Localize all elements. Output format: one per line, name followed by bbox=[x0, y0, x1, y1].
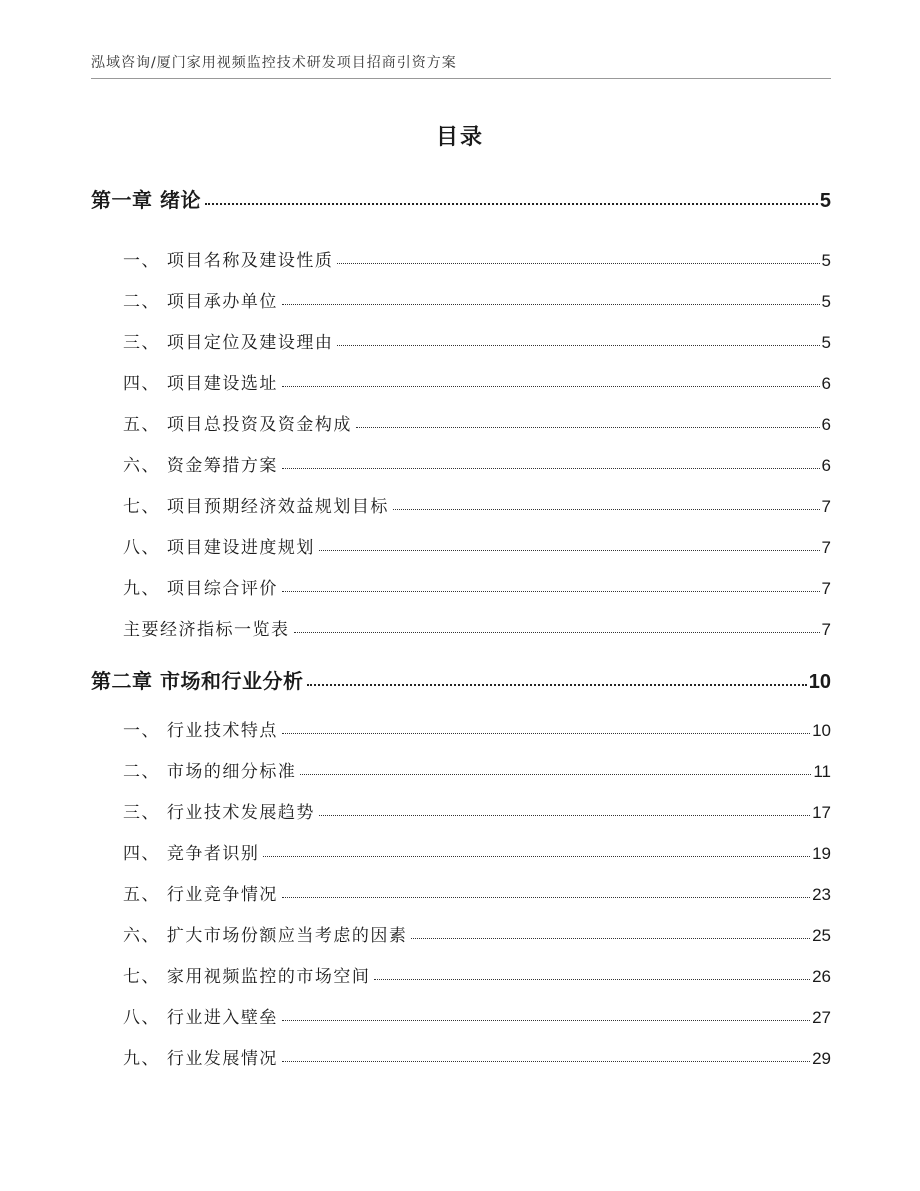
dot-leader bbox=[263, 842, 810, 859]
toc-section[interactable] bbox=[91, 246, 831, 271]
toc-entry-label: 一、 行业技术特点 bbox=[123, 721, 278, 741]
toc-section[interactable] bbox=[91, 880, 831, 905]
dot-leader bbox=[374, 965, 810, 982]
toc-page-number: 10 bbox=[808, 671, 831, 693]
toc-page-number: 5 bbox=[819, 190, 831, 212]
toc-entry-label: 五、 项目总投资及资金构成 bbox=[123, 415, 352, 435]
dot-leader bbox=[393, 495, 820, 512]
toc-title: 目录 bbox=[435, 125, 484, 150]
table-of-contents bbox=[91, 0, 831, 1191]
toc-entry-label: 第二章 市场和行业分析 bbox=[91, 669, 304, 693]
toc-page-number: 27 bbox=[812, 1008, 831, 1027]
dot-leader bbox=[282, 1047, 810, 1064]
toc-entry-label: 二、 项目承办单位 bbox=[123, 292, 278, 312]
dot-leader bbox=[411, 924, 810, 941]
toc-section[interactable] bbox=[91, 451, 831, 476]
dot-leader bbox=[307, 668, 806, 688]
dot-leader bbox=[356, 413, 820, 430]
dot-leader bbox=[294, 618, 820, 635]
running-header: 泓域咨询/厦门家用视频监控技术研发项目招商引资方案 bbox=[91, 55, 457, 71]
toc-section[interactable] bbox=[91, 328, 831, 353]
toc-entry-label: 二、 市场的细分标准 bbox=[123, 762, 297, 782]
toc-page-number: 26 bbox=[812, 967, 831, 986]
dot-leader bbox=[282, 290, 820, 307]
toc-section[interactable] bbox=[91, 1003, 831, 1028]
toc-page-number: 7 bbox=[821, 538, 831, 557]
dot-leader bbox=[205, 187, 818, 207]
dot-leader bbox=[337, 249, 819, 266]
toc-entry-label: 三、 行业技术发展趋势 bbox=[123, 803, 315, 823]
toc-page-number: 6 bbox=[821, 374, 831, 393]
toc-entry-label: 六、 扩大市场份额应当考虑的因素 bbox=[123, 926, 408, 946]
toc-page-number: 5 bbox=[821, 251, 831, 270]
toc-entry-label: 主要经济指标一览表 bbox=[123, 620, 290, 640]
toc-section[interactable] bbox=[91, 492, 831, 517]
toc-section[interactable] bbox=[91, 839, 831, 864]
toc-entry-label: 七、 项目预期经济效益规划目标 bbox=[123, 497, 389, 517]
toc-page-number: 7 bbox=[821, 579, 831, 598]
toc-entry-label: 八、 行业进入壁垒 bbox=[123, 1008, 278, 1028]
toc-page-number: 29 bbox=[812, 1049, 831, 1068]
toc-page-number: 5 bbox=[821, 333, 831, 352]
toc-entry-label: 四、 项目建设选址 bbox=[123, 374, 278, 394]
toc-entry-label: 五、 行业竞争情况 bbox=[123, 885, 278, 905]
toc-section[interactable] bbox=[91, 369, 831, 394]
toc-entry-label: 九、 项目综合评价 bbox=[123, 579, 278, 599]
dot-leader bbox=[282, 372, 820, 389]
toc-section[interactable] bbox=[91, 921, 831, 946]
toc-page-number: 10 bbox=[812, 721, 831, 740]
toc-section[interactable] bbox=[91, 410, 831, 435]
toc-section[interactable] bbox=[91, 757, 831, 782]
toc-chapter-2[interactable] bbox=[91, 665, 831, 694]
toc-page-number: 7 bbox=[821, 620, 831, 639]
toc-entry-label: 三、 项目定位及建设理由 bbox=[123, 333, 334, 353]
toc-section[interactable] bbox=[91, 574, 831, 599]
toc-page-number: 6 bbox=[821, 456, 831, 475]
toc-section[interactable] bbox=[91, 1044, 831, 1069]
toc-entry-label: 九、 行业发展情况 bbox=[123, 1049, 278, 1069]
dot-leader bbox=[282, 577, 820, 594]
toc-page-number: 25 bbox=[812, 926, 831, 945]
dot-leader bbox=[282, 454, 820, 471]
dot-leader bbox=[282, 1006, 810, 1023]
dot-leader bbox=[300, 760, 811, 777]
toc-section[interactable] bbox=[91, 716, 831, 741]
toc-page-number: 17 bbox=[812, 803, 831, 822]
dot-leader bbox=[282, 883, 810, 900]
toc-page-number: 5 bbox=[821, 292, 831, 311]
toc-entry-label: 八、 项目建设进度规划 bbox=[123, 538, 315, 558]
dot-leader bbox=[337, 331, 819, 348]
toc-page-number: 7 bbox=[821, 497, 831, 516]
toc-page-number: 11 bbox=[813, 762, 831, 781]
toc-section[interactable] bbox=[91, 615, 831, 640]
toc-section[interactable] bbox=[91, 287, 831, 312]
toc-section[interactable] bbox=[91, 962, 831, 987]
dot-leader bbox=[319, 801, 810, 818]
toc-page-number: 19 bbox=[812, 844, 831, 863]
dot-leader bbox=[282, 719, 810, 736]
toc-chapter-1[interactable] bbox=[91, 184, 831, 213]
toc-entry-label: 六、 资金筹措方案 bbox=[123, 456, 278, 476]
toc-entry-label: 一、 项目名称及建设性质 bbox=[123, 251, 334, 271]
toc-entry-label: 四、 竞争者识别 bbox=[123, 844, 260, 864]
toc-section[interactable] bbox=[91, 533, 831, 558]
toc-section[interactable] bbox=[91, 798, 831, 823]
toc-page-number: 6 bbox=[821, 415, 831, 434]
toc-entry-label: 七、 家用视频监控的市场空间 bbox=[123, 967, 371, 987]
toc-page-number: 23 bbox=[812, 885, 831, 904]
toc-entry-label: 第一章 绪论 bbox=[91, 188, 201, 212]
dot-leader bbox=[319, 536, 820, 553]
